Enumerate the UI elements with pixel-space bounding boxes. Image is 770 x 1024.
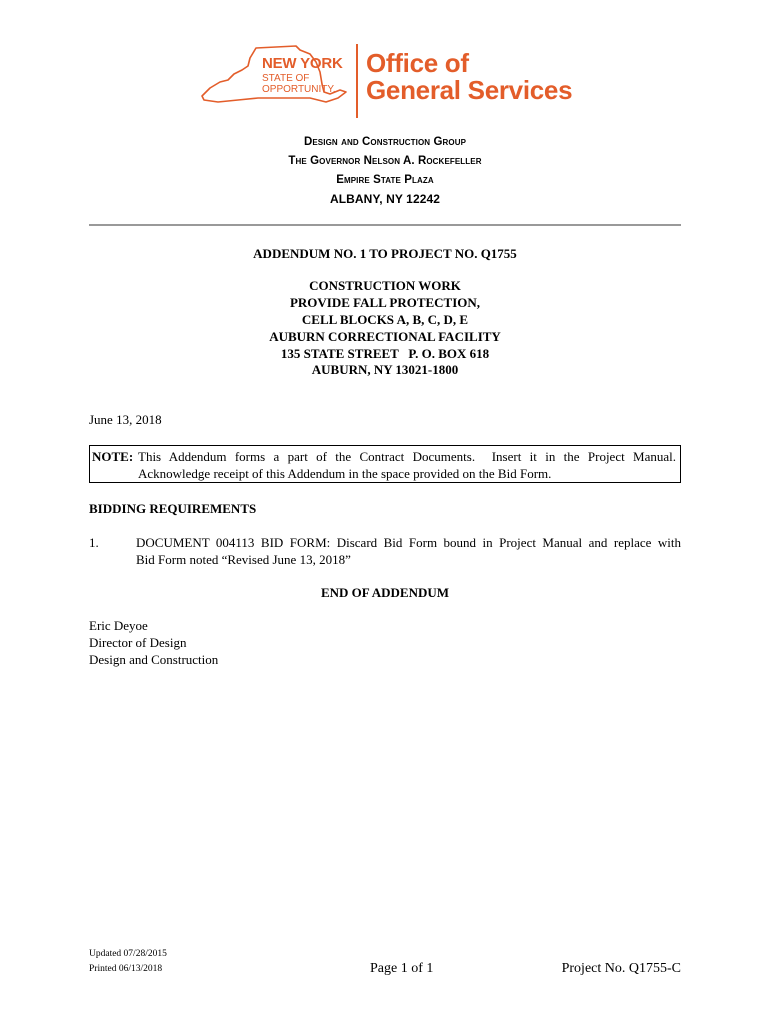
footer-project-number: Project No. Q1755-C [561, 961, 681, 976]
note-box [89, 445, 681, 483]
ny-subtitle [262, 73, 362, 95]
page-number: Page 1 of 1 [370, 961, 434, 976]
project-line-2: PROVIDE FALL PROTECTION, [289, 295, 481, 310]
project-line-4: AUBURN CORRECTIONAL FACILITY [269, 329, 501, 344]
section-heading: BIDDING REQUIREMENTS [89, 501, 257, 516]
signer-title: Director of Design [89, 635, 187, 650]
addendum-title: ADDENDUM NO. 1 TO PROJECT NO. Q1755 [253, 246, 517, 261]
ny-subtitle-line1: STATE OF [262, 73, 310, 84]
address-line-2: The Governor Nelson A. Rockefeller [288, 155, 482, 167]
ogs-logo [198, 40, 578, 122]
footer-updated: Updated 07/28/2015 [89, 949, 167, 959]
agency-name-line2: General Services [366, 75, 573, 105]
agency-name-line1: Office of [366, 48, 469, 78]
project-line-1: CONSTRUCTION WORK [309, 278, 461, 293]
project-line-5: 135 STATE STREET P. O. BOX 618 [280, 346, 490, 361]
header-divider [89, 224, 681, 226]
item-number: 1. [89, 535, 99, 550]
ny-title: NEW YORK [262, 55, 343, 72]
note-line-2: Acknowledge receipt of this Addendum in the space provided on the Bid Form. [138, 466, 552, 481]
note-label: NOTE: [92, 449, 134, 464]
item-text-line-2: Bid Form noted “Revised June 13, 2018” [136, 552, 351, 567]
note-line-1: This Addendum forms a part of the Contract Documents. Insert it in the Project Manual. [138, 449, 676, 464]
address-line-3: Empire State Plaza [336, 174, 434, 186]
agency-name [366, 50, 572, 104]
end-of-addendum: END OF ADDENDUM [320, 585, 450, 600]
address-line-4: ALBANY, NY 12242 [329, 192, 441, 206]
project-line-3: CELL BLOCKS A, B, C, D, E [301, 312, 469, 327]
address-line-1: Design and Construction Group [303, 136, 467, 148]
ny-subtitle-line2: OPPORTUNITY. [262, 84, 336, 95]
document-date: June 13, 2018 [89, 412, 162, 427]
logo-divider [356, 44, 358, 118]
signer-name: Eric Deyoe [89, 618, 148, 633]
project-line-6: AUBURN, NY 13021-1800 [311, 362, 459, 377]
item-text-line-1: DOCUMENT 004113 BID FORM: Discard Bid Form bound in Project Manual and replace with [136, 535, 681, 550]
footer-printed: Printed 06/13/2018 [89, 964, 163, 974]
signer-department: Design and Construction [89, 652, 219, 667]
